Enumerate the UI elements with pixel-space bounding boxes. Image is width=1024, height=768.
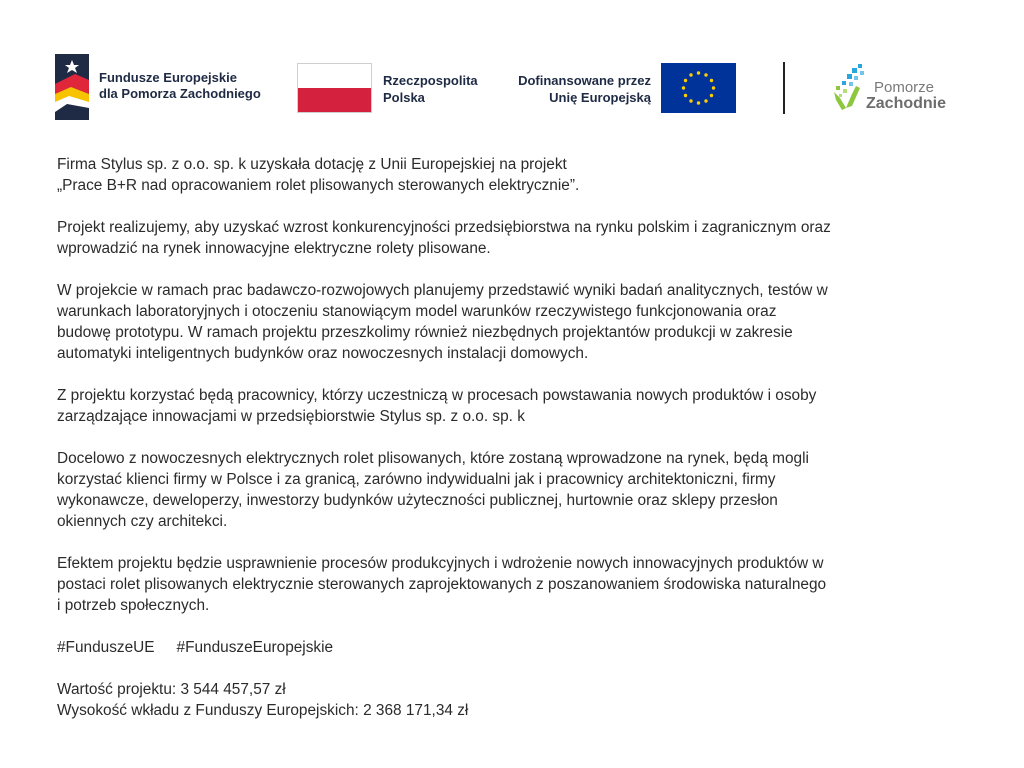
clients-line-4: okiennych czy architekci. — [57, 513, 228, 530]
rp-logo-line2: Polska — [383, 90, 425, 105]
rp-logo-text — [383, 72, 478, 106]
clients-line-1: Docelowo z nowoczesnych elektrycznych rolet plisowanych, które zostaną wprowadzone na rynek, będą mogli — [57, 450, 809, 467]
eu-logo-text — [505, 72, 651, 106]
eu-star-icon — [710, 94, 713, 97]
goal-line-1: Projekt realizujemy, aby uzyskać wzrost konkurencyjności przedsiębiorstwa na rynku polskim i zagranicznym oraz — [57, 219, 831, 236]
clients-line-2: korzystać klienci firmy w Polsce i za granicą, zarówno indywidualni jak i pracownicy architektoniczni, firmy — [57, 471, 776, 488]
project-value: Wartość projektu: 3 544 457,57 zł — [57, 681, 286, 698]
effect-line-3: i potrzeb społecznych. — [57, 597, 210, 614]
eu-star-icon — [710, 79, 713, 82]
eu-flag-icon — [661, 63, 736, 113]
hashtag-fundusze-europejskie: #FunduszeEuropejskie — [176, 639, 334, 656]
rp-logo-line1: Rzeczpospolita — [383, 73, 478, 88]
hashtag-fundusze-ue: #FunduszeUE — [57, 639, 155, 656]
effect-paragraph — [57, 553, 969, 616]
effect-line-2: postaci rolet plisowanych elektrycznie sterowanych zaprojektowanych z poszanowaniem środowiska naturalnego — [57, 576, 827, 593]
pz-logo-line2: Zachodnie — [866, 95, 947, 112]
eu-star-icon — [704, 99, 707, 102]
eu-star-icon — [682, 86, 685, 89]
fe-logo — [55, 54, 270, 122]
goal-line-2: wprowadzić na rynek innowacyjne elektryczne rolety plisowane. — [57, 240, 491, 257]
eu-star-icon — [684, 94, 687, 97]
fe-logo-icon — [55, 54, 89, 120]
beneficiaries-line-1: Z projektu korzystać będą pracownicy, którzy uczestniczą w procesach powstawania nowych produktów i osoby — [57, 387, 817, 404]
eu-star-icon — [712, 86, 715, 89]
eu-star-icon — [697, 101, 700, 104]
intro-paragraph — [57, 154, 969, 196]
hashtags — [57, 637, 969, 658]
fe-logo-line1: Fundusze Europejskie — [99, 70, 237, 85]
eu-star-icon — [689, 99, 692, 102]
research-paragraph — [57, 280, 969, 364]
eu-star-icon — [684, 79, 687, 82]
research-line-4: automatyki inteligentnych budynków oraz nowoczesnych instalacji domowych. — [57, 345, 589, 362]
pz-logo-line1: Pomorze — [874, 79, 935, 96]
eu-logo-line1: Dofinansowane przez — [518, 73, 651, 88]
effect-line-1: Efektem projektu będzie usprawnienie procesów produkcyjnych i wdrożenie nowych innowacyjnych produktów w — [57, 555, 824, 572]
fe-logo-line2: dla Pomorza Zachodniego — [99, 86, 261, 101]
funding-summary — [57, 679, 969, 721]
research-line-3: budowę prototypu. W ramach projektu przeszkolimy również niezbędnych projektantów produkcji w zakresie — [57, 324, 793, 341]
project-description — [57, 154, 969, 742]
eu-star-icon — [697, 71, 700, 74]
clients-line-3: wykonawcze, deweloperzy, inwestorzy budynków użyteczności publicznej, hurtownie oraz sklepy przesłon — [57, 492, 778, 509]
pomorze-zachodnie-icon — [832, 64, 868, 114]
eu-star-icon — [704, 73, 707, 76]
research-line-2: warunkach laboratoryjnych i otoczeniu stanowiącym model warunków rzeczywistego funkcjonowania oraz — [57, 303, 777, 320]
polish-flag-icon — [297, 63, 372, 113]
eu-contribution: Wysokość wkładu z Funduszy Europejskich: 2 368 171,34 zł — [57, 702, 469, 719]
eu-star-icon — [689, 73, 692, 76]
clients-paragraph — [57, 448, 969, 532]
goal-paragraph — [57, 217, 969, 259]
beneficiaries-paragraph — [57, 385, 969, 427]
logo-divider — [783, 62, 785, 114]
beneficiaries-line-2: zarządzające innowacjami w przedsiębiorstwie Stylus sp. z o.o. sp. k — [57, 408, 525, 425]
pomorze-zachodnie-logo — [832, 62, 962, 116]
intro-line-2: „Prace B+R nad opracowaniem rolet plisowanych sterowanych elektrycznie”. — [57, 177, 580, 194]
research-line-1: W projekcie w ramach prac badawczo-rozwojowych planujemy przedstawić wyniki badań analitycznych, testów w — [57, 282, 828, 299]
eu-logo-line2: Unię Europejską — [549, 90, 651, 105]
logo-bar — [0, 0, 1024, 140]
intro-line-1: Firma Stylus sp. z o.o. sp. k uzyskała dotację z Unii Europejskiej na projekt — [57, 156, 567, 173]
